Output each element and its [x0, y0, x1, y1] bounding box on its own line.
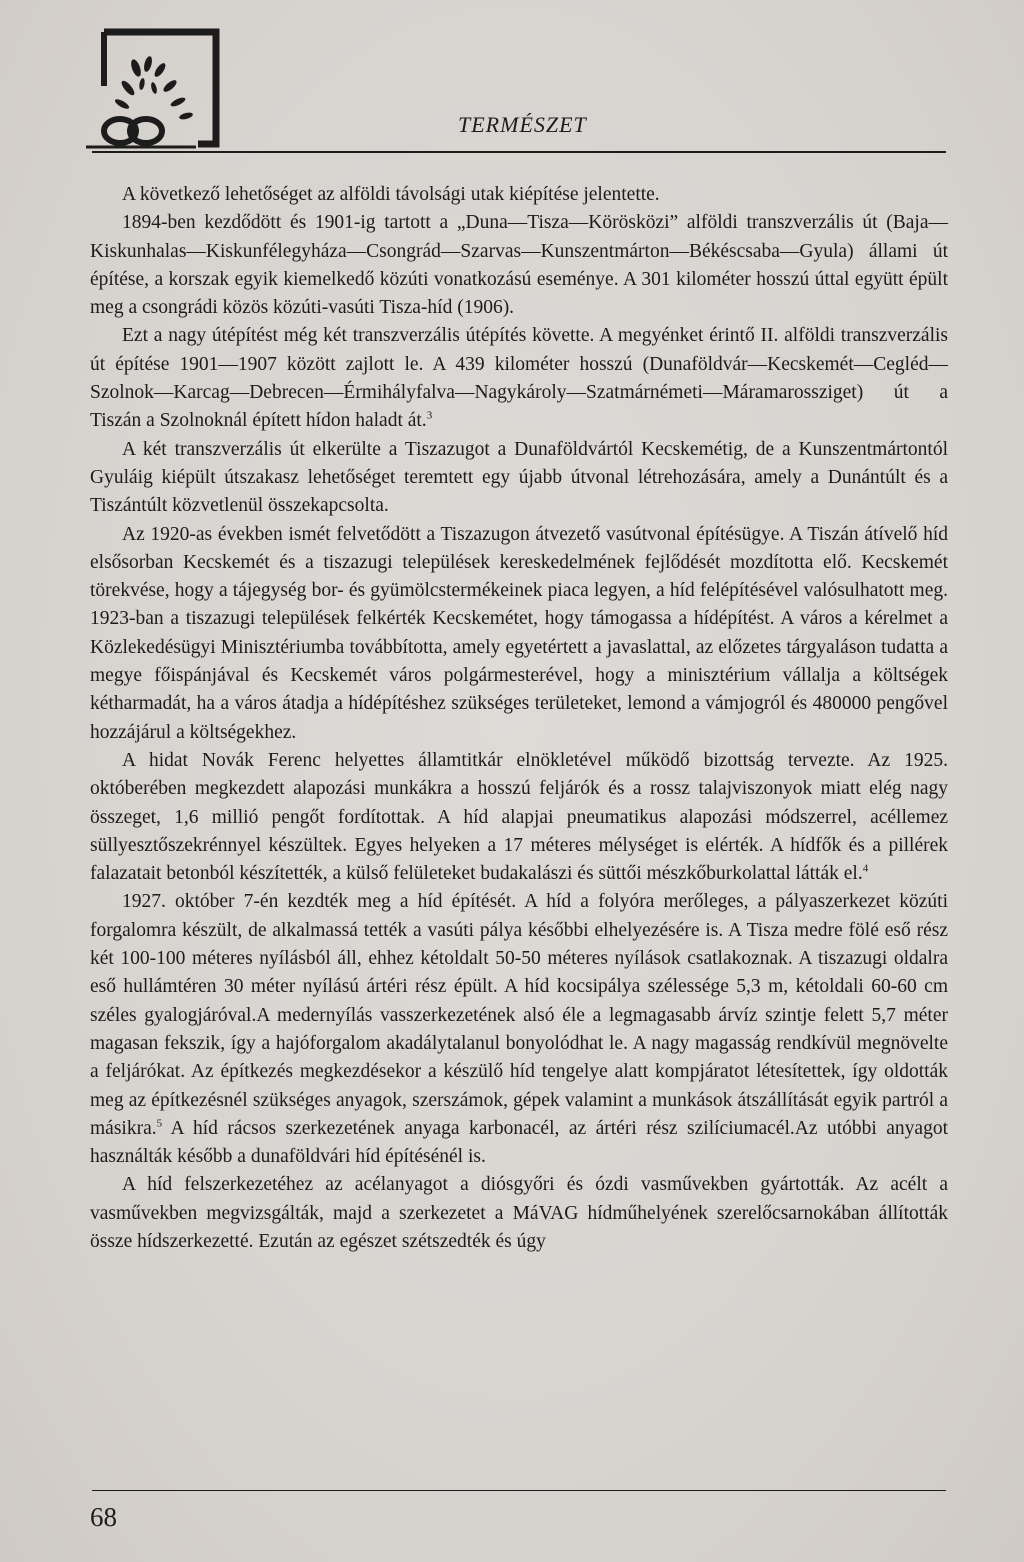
paragraph	[90, 888, 948, 1171]
paragraph-text: Az 1920-as években ismét felvetődött a Tiszazugon átvezető vasútvonal építésügye. A Tiszán átívelő híd elsősorban Kecskemét és a tiszazugi települések kereskedelmének fejlődését mozdította elő. Kecskemét törekvése, hogy a tájegység bor- és gyümölcstermékeinek piaca legyen, a híd felépítésével valósulhatott meg. 1923-ban a tiszazugi települések felkérték Kecskemétet, hogy támogassa a hídépítést. A város a kérelmet a Közlekedésügyi Minisztériumba továbbította, amely egyetértett a javaslattal, az előzetes tárgyaláson tudatta a megye főispánjával és Kecskemét város polgármesterével, hogy a minisztérium vállalja a költségek kétharmadát, ha a város átadja a hídépítéshez szükséges területeket, lemond a vámjogról és 480000 pengővel hozzájárul a költségekhez.	[90, 523, 948, 743]
paragraph-text: A következő lehetőséget az alföldi távolsági utak kiépítése jelentette.	[122, 184, 660, 205]
paragraph	[90, 436, 948, 521]
footnote-marker: 4	[862, 862, 869, 875]
paragraph-text: A híd rácsos szerkezetének anyaga karbonacél, az ártéri rész szilíciumacél.Az utóbbi anyagot használták később a dunaföldvári híd építésénél is.	[90, 1117, 948, 1168]
paragraph	[90, 209, 948, 322]
footer-divider	[92, 1490, 946, 1491]
paragraph-text: A hidat Novák Ferenc helyettes államtitkár elnökletével működő bizottság tervezte. Az 1925. októberében megkezdett alapozási munkákra a hosszú feljárók és a rossz talajviszonyok miatt elég nagy összeget, 1,6 millió pengőt fordítottak. A híd alapjai pneumatikus alapozási módszerrel, acéllemez süllyesztőszekrénnyel készültek. Egyes helyeken a 17 méteres mélységet is elérték. A hídfők és a pillérek falazatait betonból készítették, a külső felületeket budakalászi és süttői mészkőburkolattal látták el.	[90, 749, 948, 885]
paragraph	[90, 181, 948, 209]
header-divider	[92, 151, 946, 153]
footnote-marker: 5	[156, 1117, 163, 1130]
paragraph-text: Ezt a nagy útépítést még két transzverzális útépítés követte. A megyénket érintő II. alföldi transzverzális út építése 1901—1907 között zajlott le. A 439 kilométer hosszú (Dunaföldvár—Kecskemét—Cegléd—Szolnok—Karcag—Debrecen—Érmihályfalva—Nagykároly—Szatmárnémeti—Máramarossziget) út a Tiszán a Szolnoknál épített hídon haladt át.	[90, 325, 948, 432]
paragraph	[90, 1171, 948, 1256]
page-number: 68	[90, 1502, 117, 1532]
section-title: TERMÉSZET	[458, 112, 587, 137]
paragraph	[90, 521, 948, 747]
paragraph	[90, 747, 948, 888]
footnote-marker: 3	[426, 409, 433, 422]
paragraph-text: 1927. október 7-én kezdték meg a híd építését. A híd a folyóra merőleges, a pályaszerkezet közúti forgalomra készült, de alkalmassá tették a vasúti pálya későbbi elhelyezésére is. A Tisza medre fölé eső rész két 100-100 méteres nyílásból áll, ehhez kétoldalt 50-50 méteres nyílások csatlakoznak. A tiszazugi oldalra eső hullámtéren 30 méter nyílású ártéri rész épült. A híd kocsipálya szélessége 5,3 m, kétoldali 60-60 cm széles gyalogjáróval.A medernyílás vasszerkezetének alsó éle a legmagasabb árvíz szintje felett 5,7 méter magasan fekszik, így a hajóforgalom akadálytalanul bonyolódhat le. A nagy magasság rendkívül megnövelte a feljárókat. Az építkezés megkezdésekor a készülő híd tengelye alatt kompjáratot létesítettek, így oldották meg az építkezésnél szükséges anyagok, szerszámok, gépek valamint a munkások átszállítását egyik partról a másikra.	[90, 891, 948, 1139]
paragraph-text: 1894-ben kezdődött és 1901-ig tartott a „Duna—Tisza—Körösközi” alföldi transzverzális út (Baja—Kiskunhalas—Kiskunfélegyháza—Csongrád—Szarvas—Kunszentmárton—Békéscsaba—Gyula) állami út építése, a korszak egyik kiemelkedő közúti vonatkozású eseménye. A 301 kilométer hosszú úttal együtt épült meg a csongrádi közös közúti-vasúti Tisza-híd (1906).	[90, 212, 948, 319]
paragraph	[90, 322, 948, 435]
paragraph-text: A híd felszerkezetéhez az acélanyagot a diósgyőri és ózdi vasművekben gyártották. Az acélt a vasművekben megvizsgálták, majd a szerkezetet a MáVAG hídműhelyének szerelőcsarnokában állították össze hídszerkezetté. Ezután az egészet szétszedték és úgy	[90, 1174, 948, 1252]
body-text	[90, 181, 948, 1256]
paragraph-text: A két transzverzális út elkerülte a Tiszazugot a Dunaföldvártól Kecskemétig, de a Kunszentmártontól Gyuláig kiépült útszakasz lehetőséget teremtett egy újabb útvonal létrehozására, amely a Dunántúlt és a Tiszántúlt közvetlenül összekapcsolta.	[90, 438, 948, 517]
wreath-emblem-icon	[78, 26, 223, 156]
